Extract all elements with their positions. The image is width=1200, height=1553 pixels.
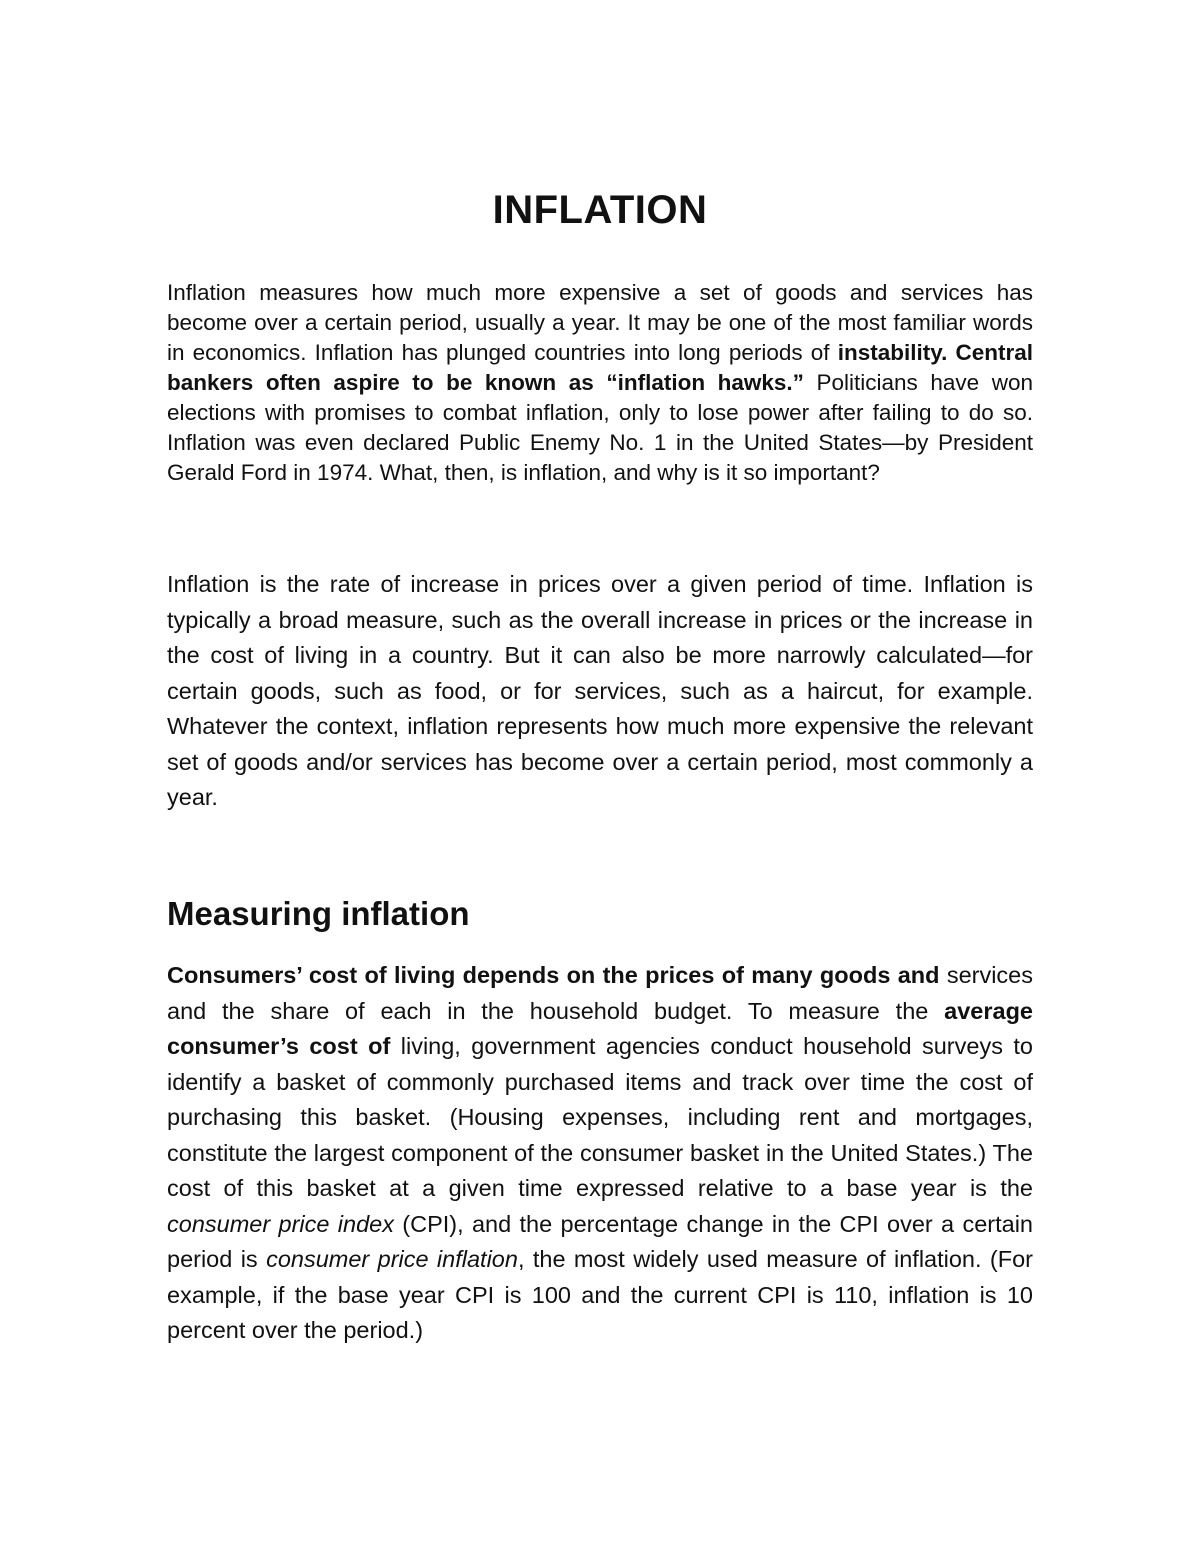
measuring-bold-1: Consumers’ cost of living depends on the prices of many goods and [167, 962, 940, 988]
measuring-text-4: , the most widely used measure of inflation. (For example, if the base year CPI is 100 and the current CPI is 110, inflation is 10 percent over the period.) [167, 1246, 1033, 1343]
measuring-text-3: (CPI), and the percentage change in the CPI over a certain period is [167, 1210, 1033, 1272]
page-title: INFLATION [492, 188, 708, 232]
definition-paragraph: Inflation is the rate of increase in prices over a given period of time. Inflation is typically a broad measure, such as the overall increase in prices or the increase in the cost of living in a country. But it can also be more narrowly calculated—for certain goods, such as food, or for services, such as a haircut, for example. Whatever the context, inflation represents how much more expensive the relevant set of goods and/or services has become over a certain period, most commonly a year. [167, 571, 1033, 810]
measuring-bold-2: average consumer’s cost of [167, 997, 1033, 1059]
intro-text-2: Politicians have won elections with promises to combat inflation, only to lose power after failing to do so. Inflation was even declared Public Enemy No. 1 in the United States—by President Gerald Ford in 1974. What, then, is inflation, and why is it so important? [167, 370, 1033, 485]
measuring-paragraph [167, 958, 1033, 1349]
intro-text-1: Inflation measures how much more expensive a set of goods and services has become over a certain period, usually a year. It may be one of the most familiar words in economics. Inflation has plunged countries into long periods of [167, 280, 1033, 365]
measuring-text-1: services and the share of each in the household budget. To measure the [167, 962, 1033, 1024]
intro-paragraph [167, 278, 1033, 488]
term-consumer-price-index: consumer price index [167, 1210, 394, 1237]
section-heading-measuring: Measuring inflation [167, 895, 470, 932]
intro-bold-text: instability. Central bankers often aspire to be known as “inflation hawks.” [167, 340, 1033, 395]
term-consumer-price-inflation: consumer price inflation [266, 1246, 518, 1272]
measuring-text-2: living, government agencies conduct household surveys to identify a basket of commonly purchased items and track over time the cost of purchasing this basket. (Housing expenses, including rent and mortgages, constitute the largest component of the consumer basket in the United States.) The cost of this basket at a given time expressed relative to a base year is the [167, 1033, 1033, 1201]
